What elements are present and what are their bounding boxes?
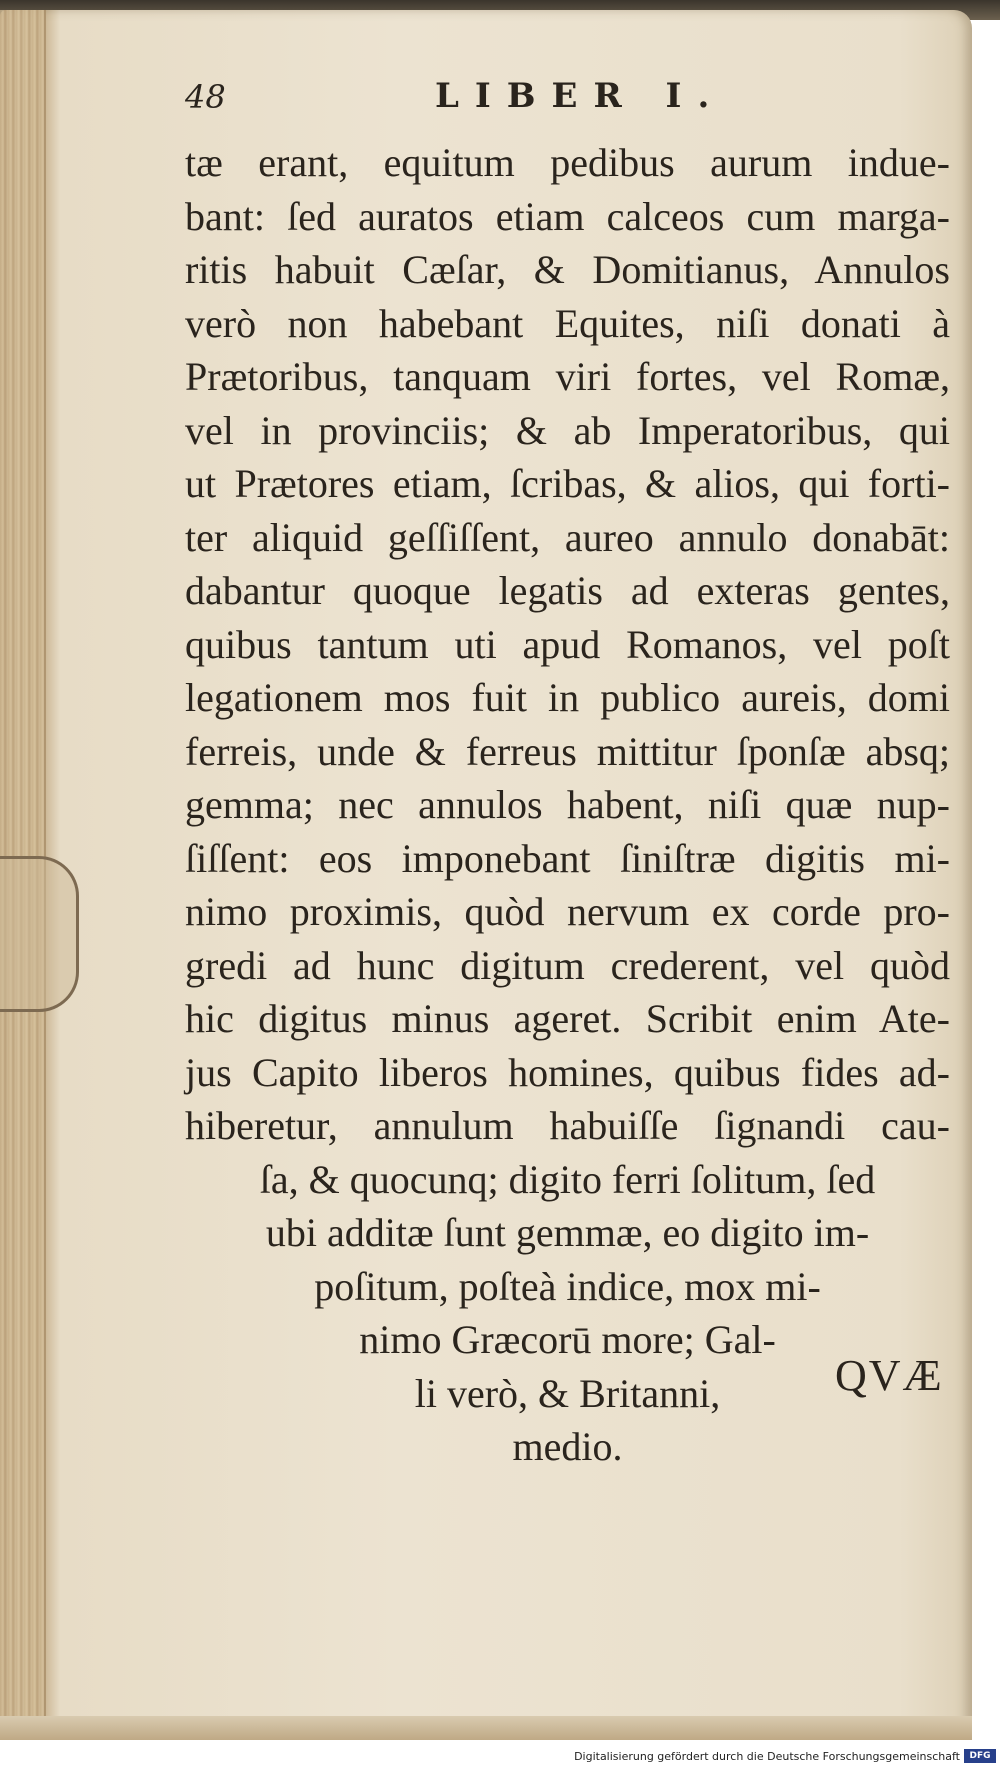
text-line: verò non habebant Equites, niſi donati à [185, 300, 950, 346]
text-line: hic digitus minus ageret. Scribit enim Ate- [185, 996, 950, 1041]
text-line: hiberetur, annulum habuiſſe ſignandi cau- [185, 1103, 950, 1148]
text-line: ritis habuit Cæſar, & Domitianus, Annulos [185, 247, 950, 292]
page-bottom-edge [0, 1716, 972, 1740]
text-line: quibus tantum uti apud Romanos, vel poſt [185, 621, 950, 667]
footer-credit: Digitalisierung gefördert durch die Deutsche Forschungsgemeinschaft [574, 1750, 960, 1763]
dfg-logo: DFG [964, 1749, 996, 1763]
page-number: 48 [185, 78, 226, 116]
bookmark-tab [0, 856, 79, 1012]
tail-line: nimo Græcorū more; Gal- [359, 1317, 776, 1362]
text-line: gemma; nec annulos habent, niſi quæ nup- [185, 782, 950, 827]
tail-line: poſitum, poſteà indice, mox mi- [314, 1263, 821, 1309]
text-line: vel in provinciis; & ab Imperatoribus, qui [185, 407, 950, 453]
text-line: jus Capito liberos homines, quibus fides ad- [185, 1049, 950, 1095]
digitization-footer [0, 1744, 1000, 1772]
text-line: legationem mos fuit in publico aureis, domi [185, 675, 950, 720]
tail-line: ſa, & quocunq; digito ferri ſolitum, ſed [259, 1156, 876, 1202]
text-line: ut Prætores etiam, ſcribas, & alios, qui forti- [185, 461, 950, 506]
tail-line: medio. [512, 1424, 623, 1469]
text-line: ter aliquid geſſiſſent, aureo annulo donabāt: [185, 514, 950, 560]
text-line: ſiſſent: eos imponebant ſiniſtræ digitis mi- [185, 835, 950, 881]
running-head: LIBER I. [435, 76, 726, 116]
catchword: QVÆ [835, 1351, 944, 1400]
body-text [185, 136, 965, 1153]
page-header [185, 70, 965, 136]
tail-line: ubi additæ ſunt gemmæ, eo digito im- [265, 1210, 870, 1255]
text-line: nimo proximis, quòd nervum ex corde pro- [185, 889, 950, 934]
printed-page [185, 70, 965, 1470]
text-line: dabantur quoque legatis ad exteras gentes, [185, 568, 950, 613]
text-line: ferreis, unde & ferreus mittitur ſponſæ absq; [185, 728, 950, 774]
text-line: gredi ad hunc digitum crederent, vel quòd [185, 942, 950, 988]
text-line: tæ erant, equitum pedibus aurum indue- [185, 140, 950, 185]
text-line: Prætoribus, tanquam viri fortes, vel Romæ, [185, 354, 950, 399]
text-line: bant: ſed auratos etiam calceos cum marga- [185, 193, 950, 239]
tail-text [185, 1153, 965, 1474]
tail-line: li verò, & Britanni, [414, 1370, 721, 1416]
